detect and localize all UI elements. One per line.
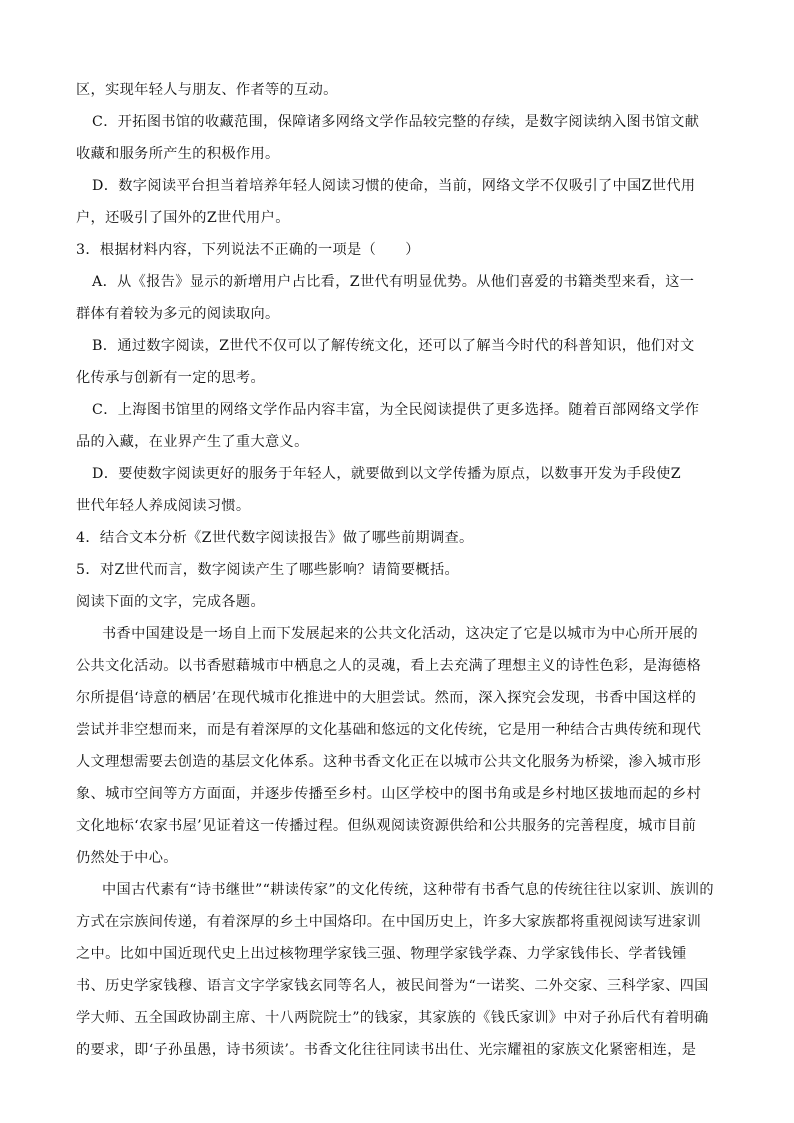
- question-3-stem: 3．根据材料内容，下列说法不正确的一项是（ ）: [76, 242, 420, 258]
- passage-p2-line: 之中。比如中国近现代史上出过核物理学家钱三强、物理学家钱学森、力学家钱伟长、学者钱锺: [76, 946, 687, 962]
- q3-option-a-continuation: 群体有着较为多元的阅读取向。: [76, 306, 280, 322]
- q2-option-b-continuation: 区，实现年轻人与朋友、作者等的互动。: [76, 82, 338, 98]
- q2-option-c-continuation: 收藏和服务所产生的积极作用。: [76, 146, 280, 162]
- q3-option-b: B．通过数字阅读，Z世代不仅可以了解传统文化，还可以了解当今时代的科普知识，他们对文: [92, 338, 695, 354]
- q3-option-c: C．上海图书馆里的网络文学作品内容丰富，为全民阅读提供了更多选择。随着百部网络文学作: [92, 402, 700, 418]
- passage-p2-line: 方式在宗族间传递，有着深厚的乡土中国烙印。在中国历史上，许多大家族都将重视阅读写进家训: [76, 914, 702, 930]
- passage-p1-line: 仍然处于中心。: [76, 850, 178, 866]
- q3-option-b-continuation: 化传承与创新有一定的思考。: [76, 370, 265, 386]
- passage-p1-line: 人文理想需要去创造的基层文化体系。这种书香文化正在以城市公共文化服务为桥梁，渗入城市形: [76, 754, 702, 770]
- passage-p2-line: 中国古代素有“诗书继世”“耕读传家”的文化传统，这种带有书香气息的传统往往以家训、族训的: [102, 882, 714, 898]
- passage-p1-line: 尝试并非空想而来，而是有着深厚的文化基础和悠远的文化传统，它是用一种结合古典传统和现代: [76, 722, 702, 738]
- passage-p2-line: 书、历史学家钱穆、语言文字学家钱玄同等名人，被民间誉为“一诺奖、二外交家、三科学家、四国: [76, 978, 709, 994]
- q3-option-d-continuation: 世代年轻人养成阅读习惯。: [76, 498, 251, 514]
- passage-p2-line: 的要求，即‘子孙虽愚，诗书须读’。书香文化往往同读书出仕、光宗耀祖的家族文化紧密相连，是: [76, 1042, 697, 1058]
- q3-option-c-continuation: 品的入藏，在业界产生了重大意义。: [76, 434, 309, 450]
- reading-instruction: 阅读下面的文字，完成各题。: [76, 594, 265, 610]
- q2-option-c: C．开拓图书馆的收藏范围，保障诸多网络文学作品较完整的存续，是数字阅读纳入图书馆文献: [92, 114, 700, 130]
- q2-option-d: D．数字阅读平台担当着培养年轻人阅读习惯的使命，当前，网络文学不仅吸引了中国Z世代用: [92, 178, 696, 194]
- question-4: 4．结合文本分析《Z世代数字阅读报告》做了哪些前期调查。: [76, 530, 474, 546]
- q3-option-d: D．要使数字阅读更好的服务于年轻人，就要做到以文学传播为原点，以数事开发为手段使Z: [92, 466, 681, 482]
- passage-p2-line: 学大师、五全国政协副主席、十八两院院士”的钱家，其家族的《钱氏家训》中对子孙后代有着明确: [76, 1010, 709, 1026]
- passage-p1-line: 书香中国建设是一场自上而下发展起来的公共文化活动，这决定了它是以城市为中心所开展的: [102, 626, 699, 642]
- passage-p1-line: 文化地标‘农家书屋’见证着这一传播过程。但纵观阅读资源供给和公共服务的完善程度，城市目前: [76, 818, 697, 834]
- passage-p1-line: 公共文化活动。以书香慰藉城市中栖息之人的灵魂，看上去充满了理想主义的诗性色彩，是海德格: [76, 658, 702, 674]
- q2-option-d-continuation: 户，还吸引了国外的Z世代用户。: [76, 210, 290, 226]
- q3-option-a: A．从《报告》显示的新增用户占比看，Z世代有明显优势。从他们喜爱的书籍类型来看，这一: [92, 274, 695, 290]
- question-5: 5．对Z世代而言，数字阅读产生了哪些影响？请简要概括。: [76, 562, 460, 578]
- passage-p1-line: 象、城市空间等方方面面，并逐步传播至乡村。山区学校中的图书角或是乡村地区拔地而起的乡村: [76, 786, 702, 802]
- passage-p1-line: 尔所提倡‘诗意的栖居’在现代城市化推进中的大胆尝试。然而，深入探究会发现，书香中国这样的: [76, 690, 697, 706]
